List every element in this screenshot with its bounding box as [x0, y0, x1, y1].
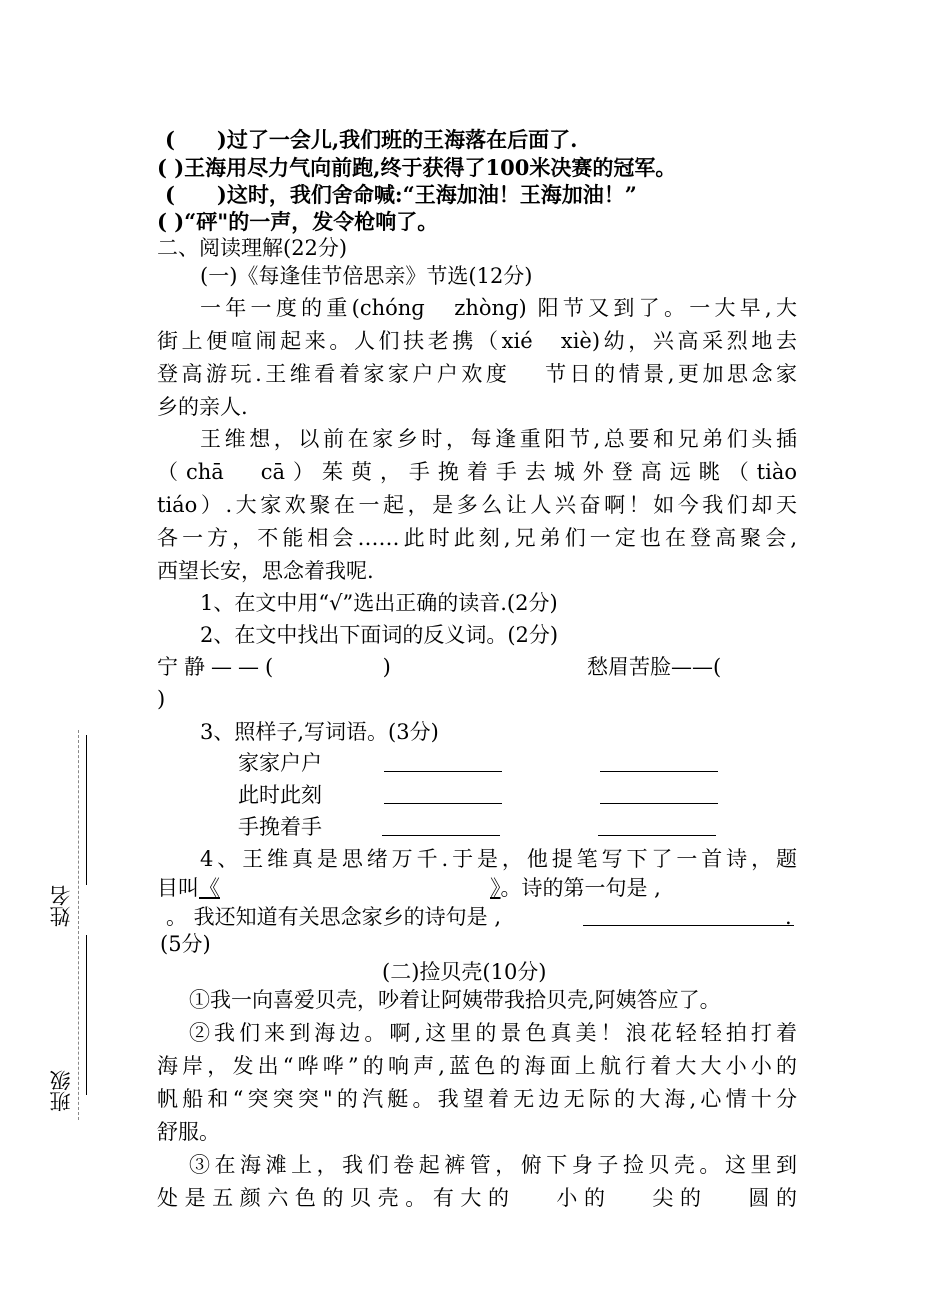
- passage1-line: 街上便喧闹起来。人们扶老携（xié xiè)幼，兴高采烈地去: [157, 329, 797, 353]
- order-item-1: ( )过了一会儿,我们班的王海落在后面了.: [165, 127, 578, 152]
- q4-first-line-prompt: 。诗的第一句是 ,: [500, 876, 661, 900]
- word-example-3: 手挽着手: [238, 815, 322, 839]
- q4-poem-blank[interactable]: [583, 905, 794, 926]
- q4-poem-prompt: 。 我还知道有关思念家乡的诗句是 ,: [166, 905, 502, 929]
- question-4: 4、王维真是思绪万千.于是，他提笔写下了一首诗，题: [200, 847, 797, 871]
- q4-title-open: 《: [199, 876, 220, 900]
- passage2-line: ②我们来到海边。啊,这里的景色真美！浪花轻轻拍打着: [189, 1021, 797, 1045]
- word-answer-blank[interactable]: [600, 783, 718, 804]
- question-1: 1、在文中用“√”选出正确的读音.(2分): [200, 591, 558, 615]
- section-title: 二、阅读理解(22分): [157, 236, 348, 260]
- passage1-line: 登高游玩.王维看着家家户户欢度 节日的情景,更加思念家: [157, 362, 797, 386]
- passage1-line: 一年一度的重(chónɡ zhònɡ) 阳节又到了。一大早,大: [200, 296, 797, 320]
- passage2-line: ①我一向喜爱贝壳，吵着让阿姨带我拾贝壳,阿姨答应了。: [189, 988, 721, 1012]
- passage1-line: 王维想，以前在家乡时，每逢重阳节,总要和兄弟们头插: [200, 427, 797, 451]
- name-label: 姓名: [49, 885, 73, 927]
- passage2-line: 舒服。: [157, 1120, 220, 1144]
- word-answer-blank[interactable]: [384, 783, 502, 804]
- q4-title-close: 》: [490, 876, 501, 900]
- antonym-1-prompt: 宁静——(: [157, 655, 280, 679]
- word-answer-blank[interactable]: [600, 751, 718, 772]
- passage2-line: 帆船和“突突突"的汽艇。我望着无边无际的大海,心情十分: [157, 1087, 797, 1111]
- passage1-line: 西望长安，思念着我呢.: [157, 559, 374, 583]
- word-answer-blank[interactable]: [382, 815, 500, 836]
- passage2-line: 处是五颜六色的贝壳。有大的 小的 尖的 圆的: [157, 1186, 797, 1210]
- question-2: 2、在文中找出下面词的反义词。(2分): [200, 623, 559, 647]
- question-4-line2: [157, 874, 797, 902]
- passage1-line: tiáo）.大家欢聚在一起，是多么让人兴奋啊！如今我们却天: [157, 493, 797, 517]
- word-answer-blank[interactable]: [598, 815, 716, 836]
- binding-margin: [28, 730, 98, 1120]
- passage1-line: （chā cā）茱萸，手挽着手去城外登高远眺（tiào: [157, 460, 797, 484]
- word-example-2: 此时此刻: [238, 783, 322, 807]
- class-label: 班级: [49, 1070, 73, 1112]
- passage2-title: (二)捡贝壳(10分): [382, 960, 547, 984]
- order-item-3: ( )这时，我们舍命喊:“王海加油！王海加油！”: [165, 182, 637, 207]
- order-item-2: ( )王海用尽力气向前跑,终于获得了100米决赛的冠军。: [157, 155, 677, 180]
- passage1-line: 乡的亲人.: [157, 395, 248, 419]
- q4-score: (5分): [160, 932, 211, 956]
- binding-dashed-line: [78, 730, 79, 1120]
- word-example-1: 家家户户: [238, 751, 322, 775]
- antonym-2-prompt: 愁眉苦脸——(: [587, 655, 722, 679]
- q4-title-prefix: 目叫: [157, 876, 199, 900]
- antonym-2-close: ): [157, 687, 166, 711]
- passage2-line: ③在海滩上，我们卷起裤管，俯下身子捡贝壳。这里到: [189, 1153, 797, 1177]
- q4-poem-period: .: [785, 905, 792, 929]
- question-3: 3、照样子,写词语。(3分): [200, 720, 439, 744]
- name-blank[interactable]: [86, 735, 87, 885]
- antonym-1-close: ): [382, 655, 391, 679]
- word-answer-blank[interactable]: [384, 751, 502, 772]
- class-blank[interactable]: [86, 935, 87, 1095]
- order-item-4: ( )“砰"的一声，发令枪响了。: [157, 209, 439, 234]
- passage1-title: (一)《每逢佳节倍思亲》节选(12分): [200, 264, 533, 288]
- q4-title-blank[interactable]: [199, 876, 501, 900]
- passage1-line: 各一方，不能相会……此时此刻,兄弟们一定也在登高聚会,: [157, 526, 797, 550]
- passage2-line: 海岸，发出“哗哗”的响声,蓝色的海面上航行着大大小小的: [157, 1054, 797, 1078]
